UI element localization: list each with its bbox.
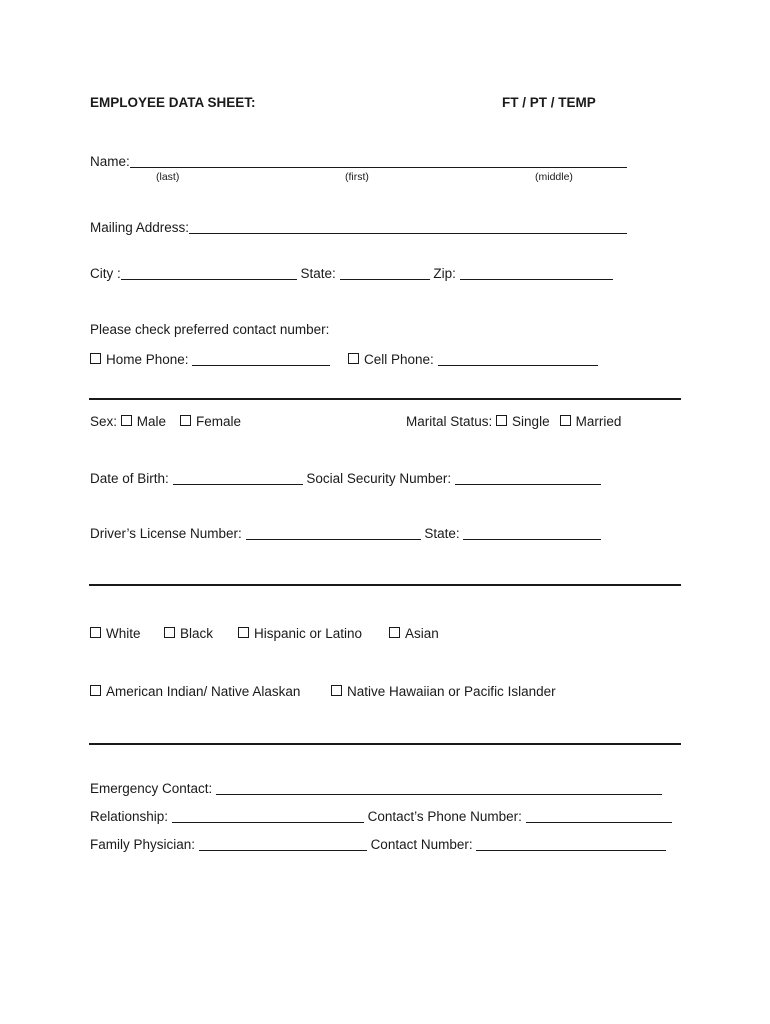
american-indian-label: American Indian/ Native Alaskan	[106, 684, 301, 699]
employment-type-options: FT / PT / TEMP	[502, 95, 596, 110]
black-checkbox[interactable]	[164, 627, 175, 638]
relationship-label: Relationship:	[90, 809, 169, 824]
black-label: Black	[180, 626, 214, 641]
name-label: Name:	[90, 154, 130, 169]
white-label: White	[106, 626, 141, 641]
mailing-address-label: Mailing Address:	[90, 220, 190, 235]
hawaiian-label: Native Hawaiian or Pacific Islander	[347, 684, 556, 699]
cell-phone-checkbox[interactable]	[348, 353, 359, 364]
home-phone-field[interactable]	[192, 352, 330, 366]
name-last-hint: (last)	[156, 171, 180, 183]
male-label: Male	[136, 414, 167, 429]
license-state-label: State:	[424, 526, 460, 541]
zip-field[interactable]	[460, 266, 613, 280]
emergency-contact-label: Emergency Contact:	[90, 781, 213, 796]
license-field[interactable]	[246, 526, 421, 540]
ethnicity-american-indian	[90, 684, 300, 700]
ethnicity-black	[164, 626, 213, 642]
hawaiian-checkbox[interactable]	[331, 685, 342, 696]
dob-field[interactable]	[173, 471, 303, 485]
home-phone-label: Home Phone:	[106, 352, 189, 367]
city-state-zip-row	[90, 266, 613, 282]
cell-phone-row	[348, 352, 598, 368]
contact-number-label: Contact Number:	[370, 837, 473, 852]
form-title: EMPLOYEE DATA SHEET:	[90, 95, 256, 110]
name-row	[90, 154, 627, 170]
zip-label: Zip:	[433, 266, 456, 281]
dob-ssn-row	[90, 471, 601, 487]
name-middle-hint: (middle)	[535, 171, 573, 183]
dob-label: Date of Birth:	[90, 471, 169, 486]
city-field[interactable]	[121, 266, 297, 280]
license-state-field[interactable]	[463, 526, 601, 540]
mailing-address-field[interactable]	[189, 220, 627, 234]
section-divider	[89, 743, 681, 745]
male-checkbox[interactable]	[121, 415, 132, 426]
female-label: Female	[196, 414, 242, 429]
ssn-field[interactable]	[455, 471, 601, 485]
physician-field[interactable]	[199, 837, 367, 851]
contact-number-field[interactable]	[476, 837, 666, 851]
state-field[interactable]	[340, 266, 430, 280]
contact-prompt: Please check preferred contact number:	[90, 322, 330, 337]
single-label: Single	[512, 414, 550, 429]
name-field[interactable]	[130, 154, 627, 168]
female-checkbox[interactable]	[180, 415, 191, 426]
marital-status-row	[406, 414, 621, 430]
license-label: Driver’s License Number:	[90, 526, 242, 541]
white-checkbox[interactable]	[90, 627, 101, 638]
married-label: Married	[575, 414, 622, 429]
license-row	[90, 526, 601, 542]
ethnicity-white	[90, 626, 141, 642]
cell-phone-field[interactable]	[438, 352, 598, 366]
physician-label: Family Physician:	[90, 837, 196, 852]
asian-label: Asian	[405, 626, 439, 641]
hispanic-label: Hispanic or Latino	[254, 626, 363, 641]
state-label: State:	[300, 266, 336, 281]
ssn-label: Social Security Number:	[306, 471, 452, 486]
section-divider	[89, 584, 681, 586]
emergency-contact-row	[90, 781, 662, 797]
marital-status-label: Marital Status:	[406, 414, 493, 429]
home-phone-row	[90, 352, 330, 368]
ethnicity-asian	[389, 626, 439, 642]
hispanic-checkbox[interactable]	[238, 627, 249, 638]
city-label: City :	[90, 266, 121, 281]
ethnicity-hispanic	[238, 626, 362, 642]
american-indian-checkbox[interactable]	[90, 685, 101, 696]
relationship-field[interactable]	[172, 809, 364, 823]
physician-row	[90, 837, 666, 853]
section-divider	[89, 398, 681, 400]
single-checkbox[interactable]	[496, 415, 507, 426]
mailing-address-row	[90, 220, 627, 236]
sex-row	[90, 414, 241, 430]
relationship-row	[90, 809, 672, 825]
asian-checkbox[interactable]	[389, 627, 400, 638]
ethnicity-hawaiian	[331, 684, 556, 700]
contact-phone-label: Contact’s Phone Number:	[367, 809, 522, 824]
contact-phone-field[interactable]	[526, 809, 672, 823]
name-first-hint: (first)	[345, 171, 369, 183]
home-phone-checkbox[interactable]	[90, 353, 101, 364]
emergency-contact-field[interactable]	[216, 781, 662, 795]
cell-phone-label: Cell Phone:	[364, 352, 434, 367]
married-checkbox[interactable]	[560, 415, 571, 426]
sex-label: Sex:	[90, 414, 118, 429]
